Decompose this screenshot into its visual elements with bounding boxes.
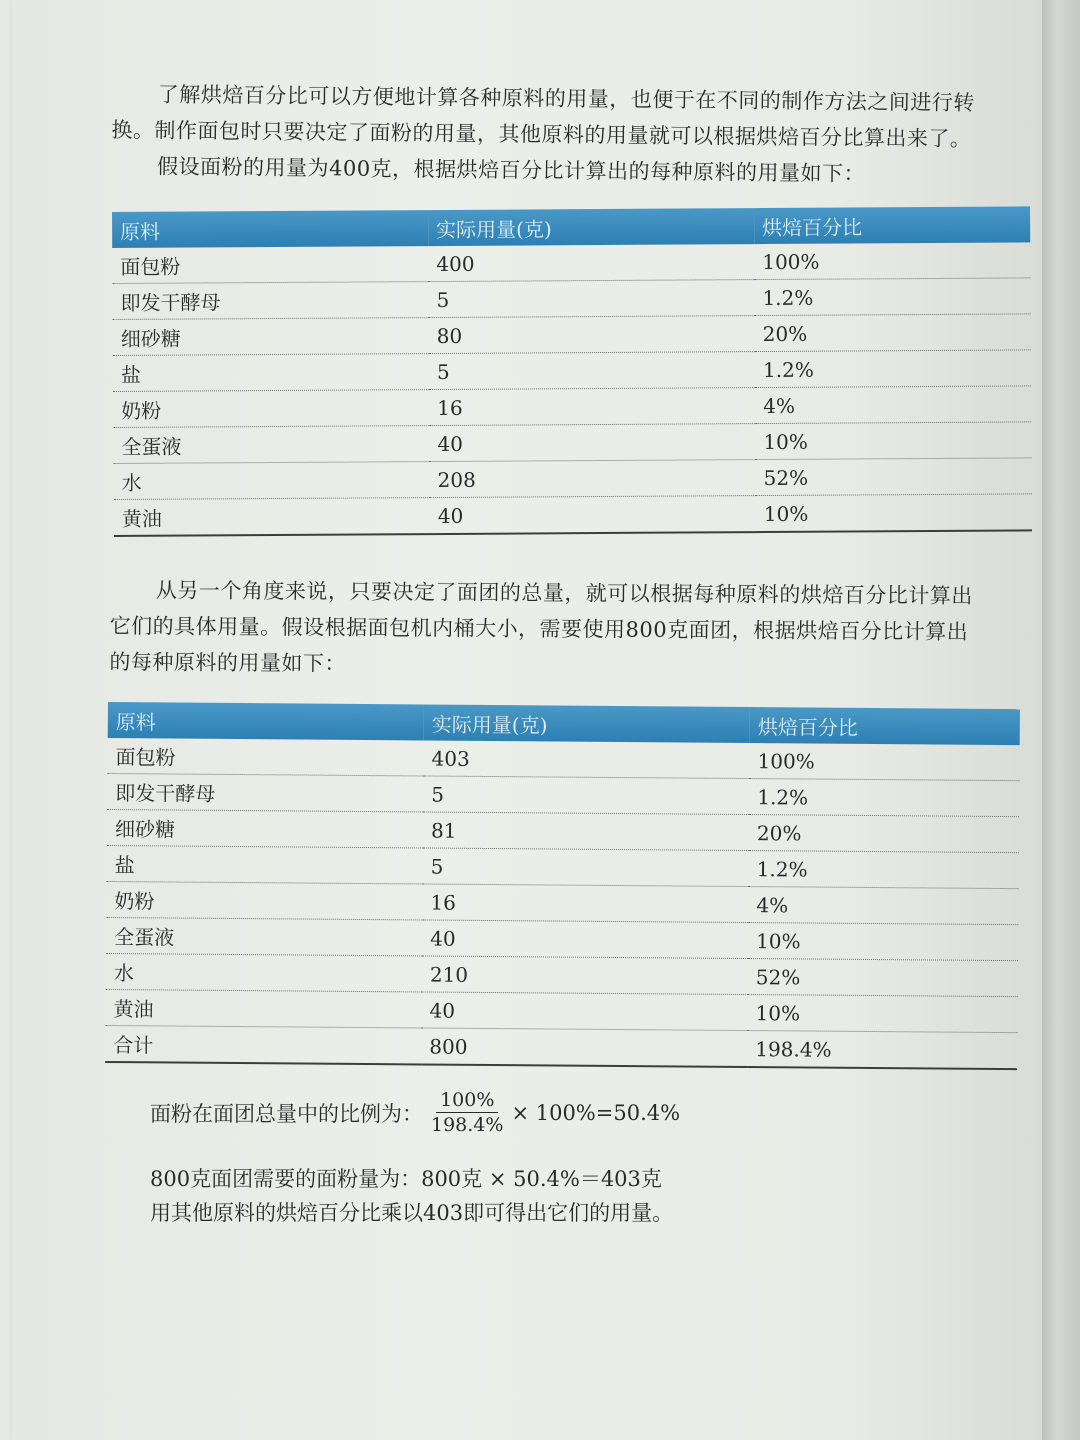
cell-amount: 403 xyxy=(423,740,749,778)
cell-amount: 5 xyxy=(428,280,754,318)
cell-percentage: 10% xyxy=(748,923,1018,961)
cell-amount: 5 xyxy=(423,848,749,887)
cell-amount: 210 xyxy=(422,956,748,995)
cell-amount: 800 xyxy=(421,1028,747,1067)
cell-percentage: 10% xyxy=(747,995,1017,1033)
cell-percentage: 52% xyxy=(748,959,1018,997)
column-header-ingredient: 原料 xyxy=(108,702,424,740)
cell-ingredient: 即发干酵母 xyxy=(112,282,428,320)
cell-ingredient: 合计 xyxy=(105,1025,421,1064)
middle-paragraph xyxy=(109,572,1025,686)
cell-ingredient: 奶粉 xyxy=(106,881,422,919)
column-header-percentage: 烘焙百分比 xyxy=(754,206,1030,244)
ingredient-table-800g xyxy=(105,702,1020,1070)
fraction-denominator: 198.4% xyxy=(431,1114,504,1136)
formula-label: 面粉在面团总量中的比例为： xyxy=(150,1101,423,1126)
table-total-row xyxy=(105,1025,1017,1069)
intro-line: 了解烘焙百分比可以方便地计算各种原料的用量，也便于在不同的制作方法之间进行转 xyxy=(157,82,975,116)
cell-ingredient: 水 xyxy=(114,462,430,500)
cell-ingredient: 全蛋液 xyxy=(113,426,429,464)
column-header-amount: 实际用量(克) xyxy=(424,704,750,743)
formula-result: × 100%=50.4% xyxy=(511,1100,681,1125)
cell-ingredient: 面包粉 xyxy=(112,246,428,283)
calculation-text xyxy=(150,1162,673,1230)
cell-amount: 5 xyxy=(429,352,755,390)
cell-amount: 16 xyxy=(422,884,748,923)
column-header-percentage: 烘焙百分比 xyxy=(750,707,1020,745)
cell-percentage: 4% xyxy=(755,386,1031,424)
cell-amount: 80 xyxy=(429,316,755,354)
cell-ingredient: 盐 xyxy=(107,845,423,883)
cell-percentage: 1.2% xyxy=(749,851,1019,889)
cell-ingredient: 面包粉 xyxy=(107,738,423,776)
cell-ingredient: 全蛋液 xyxy=(106,917,422,955)
ingredient-table-400g xyxy=(112,206,1032,537)
intro-line: 换。制作面包时只要决定了面粉的用量，其他原料的用量就可以根据烘焙百分比算出来了。 xyxy=(111,117,972,152)
flour-ratio-formula xyxy=(150,1088,680,1137)
cell-ingredient: 盐 xyxy=(113,354,429,392)
table-row xyxy=(112,242,1030,283)
cell-percentage: 1.2% xyxy=(754,278,1030,316)
cell-percentage: 4% xyxy=(748,887,1018,925)
table-row xyxy=(113,422,1031,464)
cell-amount: 208 xyxy=(430,460,756,498)
cell-percentage: 198.4% xyxy=(747,1031,1017,1070)
cell-amount: 40 xyxy=(421,992,747,1031)
cell-amount: 5 xyxy=(423,776,749,815)
cell-percentage: 20% xyxy=(749,815,1019,853)
cell-percentage: 100% xyxy=(754,242,1030,279)
cell-amount: 16 xyxy=(429,388,755,426)
cell-percentage: 1.2% xyxy=(749,779,1019,817)
calc-line: 800克面团需要的面粉量为：800克 × 50.4%＝403克 xyxy=(150,1167,662,1191)
cell-ingredient: 黄油 xyxy=(105,989,421,1027)
cell-ingredient: 细砂糖 xyxy=(113,318,429,356)
formula-fraction xyxy=(427,1088,507,1137)
cell-percentage: 52% xyxy=(756,458,1032,496)
cell-amount: 40 xyxy=(429,424,755,462)
table-row xyxy=(112,278,1030,320)
table-row xyxy=(113,386,1031,428)
cell-ingredient: 细砂糖 xyxy=(107,809,423,847)
middle-line: 的每种原料的用量如下： xyxy=(109,649,346,676)
cell-percentage: 1.2% xyxy=(755,350,1031,388)
cell-percentage: 100% xyxy=(749,743,1019,781)
middle-line: 它们的具体用量。假设根据面包机内桶大小，需要使用800克面团，根据烘焙百分比计算出 xyxy=(109,613,969,644)
intro-paragraph xyxy=(111,76,1037,194)
page-edge xyxy=(1042,0,1080,1440)
cell-amount: 40 xyxy=(430,496,756,534)
cell-percentage: 20% xyxy=(755,314,1031,352)
table-row xyxy=(114,494,1032,536)
cell-ingredient: 黄油 xyxy=(114,498,430,536)
cell-percentage: 10% xyxy=(756,494,1032,532)
middle-line: 从另一个角度来说，只要决定了面团的总量，就可以根据每种原料的烘焙百分比计算出 xyxy=(155,578,973,609)
cell-amount: 40 xyxy=(422,920,748,959)
cell-amount: 81 xyxy=(423,812,749,851)
table-row xyxy=(113,314,1031,356)
cell-ingredient: 即发干酵母 xyxy=(107,773,423,811)
table-row xyxy=(114,458,1032,500)
calc-line: 用其他原料的烘焙百分比乘以403即可得出它们的用量。 xyxy=(150,1201,674,1225)
intro-line: 假设面粉的用量为400克，根据烘焙百分比计算出的每种原料的用量如下： xyxy=(156,154,866,186)
column-header-ingredient: 原料 xyxy=(112,210,428,248)
fraction-numerator: 100% xyxy=(436,1088,498,1113)
column-header-amount: 实际用量(克) xyxy=(428,208,754,246)
table-header-row xyxy=(112,206,1030,248)
cell-ingredient: 水 xyxy=(106,953,422,991)
table-row xyxy=(113,350,1031,392)
cell-ingredient: 奶粉 xyxy=(113,390,429,428)
cell-percentage: 10% xyxy=(755,422,1031,460)
cell-amount: 400 xyxy=(428,244,754,281)
